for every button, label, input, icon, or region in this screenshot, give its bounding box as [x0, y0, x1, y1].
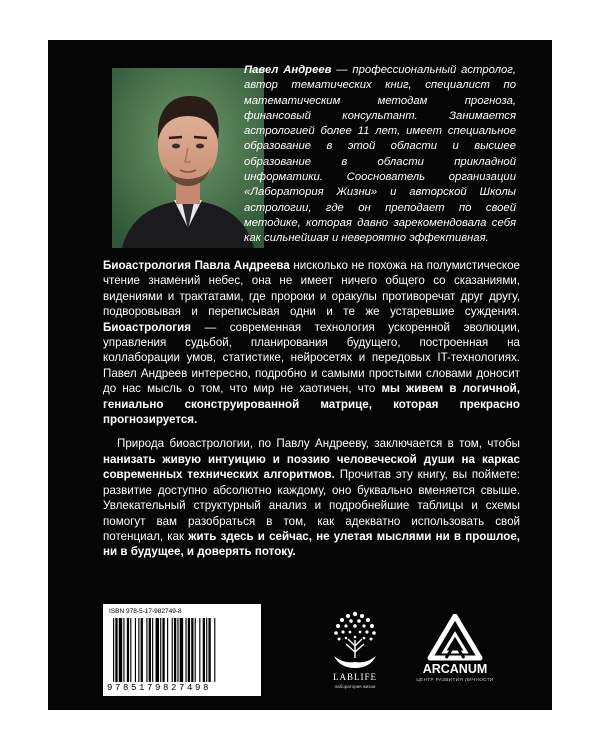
- barcode-bar: [167, 618, 168, 682]
- arcanum-logo: [410, 614, 500, 704]
- barcode-bar: [162, 618, 164, 682]
- arcanum-subtitle: ЦЕНТР РАЗВИТИЯ ЛИЧНОСТИ: [416, 677, 494, 682]
- barcode-bar: [214, 618, 215, 682]
- author-portrait-image: [112, 68, 264, 248]
- paragraph-1-text-c: — современная технология ускоренной эволюции, управления судьбой, планирования будущего, построенная на коллаборации умов, статистике, нейросетях и передовых IT-технологиях. Павел Андреев интересно, подробно и самыми простыми словами доносит до нас мысль о том, что мир не хаотичен, что: [103, 320, 520, 396]
- description-paragraph-2: [103, 436, 520, 559]
- barcode-bar: [138, 618, 139, 682]
- barcode-bar: [177, 618, 178, 682]
- barcode-bar: [199, 618, 200, 682]
- barcode-bar: [188, 618, 190, 682]
- paragraph-1-bold-b: Биоастрология: [103, 320, 192, 334]
- arcanum-name: ARCANUM: [422, 662, 488, 676]
- barcode-image: [113, 618, 251, 682]
- barcode-bar: [141, 618, 143, 682]
- barcode-bar: [180, 618, 183, 682]
- barcode-bar: [149, 618, 151, 682]
- isbn-label: ISBN 978-5-17-982749-8: [109, 608, 182, 615]
- paragraph-1-text-a: нисколько не похожа на полумистическое чтение знамений небес, она не имеет ничего общего со сказаниями, видениями и трактатами, где пророки и оракулы противоречат друг другу, подворовывая и переписывая одни и те же устаревшие суждения.: [103, 259, 520, 319]
- barcode-bar: [119, 618, 122, 682]
- lablife-subtitle: лаборатория жизни: [334, 684, 376, 689]
- barcode-bar: [152, 618, 153, 682]
- barcode-bar: [146, 618, 147, 682]
- paragraph-2-bold-d: жить здесь и сейчас, не улетая мыслями ни в прошлое, ни в будущее, и доверять потоку.: [103, 529, 520, 559]
- barcode-bar: [206, 618, 207, 682]
- paragraph-2-bold-b: нанизать живую интуицию и поэзию человеческой души на каркас современных технических алгоритмов.: [103, 452, 520, 482]
- barcode-bar: [127, 618, 129, 682]
- author-photo: [112, 68, 264, 248]
- author-name: Павел Андреев: [244, 64, 332, 76]
- book-title-lead: Биоастрология Павла Андреева: [103, 259, 290, 272]
- barcode-bar: [115, 618, 117, 682]
- book-back-cover: [48, 40, 552, 710]
- barcode-bar: [113, 618, 114, 682]
- barcode-bar: [185, 618, 186, 682]
- barcode-bar: [191, 618, 193, 682]
- lablife-tree-icon: [320, 606, 390, 672]
- lablife-logo: [320, 606, 390, 701]
- paragraph-2-text-a: Природа биоастрологии, по Павлу Андрееву, заключается в том, чтобы: [117, 437, 520, 451]
- barcode-bar: [174, 618, 176, 682]
- author-bio-text: — профессиональный астролог, автор тематических книг, специалист по математическим методам прогноза, финансовый консультант. Занимается астрологией более 11 лет, имеет специальное образование в этой области и высшее образование в области прикладной информатики. Сооснователь организации «Лаборатория Жизни» и авторской Школы астрологии, где он преподает по своей методике, которая давно зарекомендовала себя как сильнейшая и невероятно эффективная.: [244, 64, 516, 245]
- barcode-bar: [130, 618, 131, 682]
- lablife-name: LABLIFE: [333, 672, 377, 682]
- arcanum-triangle-icon: [410, 614, 500, 662]
- author-bio: [244, 63, 516, 247]
- barcode-bar: [156, 618, 159, 682]
- description-paragraph-1: [103, 258, 520, 427]
- barcode-bar: [195, 618, 196, 682]
- barcode-bar: [123, 618, 124, 682]
- barcode-bar: [135, 618, 136, 682]
- barcode-bar: [160, 618, 161, 682]
- paragraph-2-text-c: Прочитав эту книгу, вы поймете: развитие доступно абсолютно каждому, оно буквально вменяется свыше. Увлекательный структурный анализ и подробнейшие таблицы и схемы помогут вам разобраться в том, как адекватно использовать свой потенциал, как: [103, 468, 520, 543]
- barcode-digits: 9785179827498: [107, 683, 212, 693]
- barcode-bar: [203, 618, 205, 682]
- description: [103, 258, 520, 569]
- barcode-bar: [172, 618, 173, 682]
- paragraph-1-bold-d: мы живем в логичной, гениально сконструированной матрице, которая прекрасно прогнозируется.: [103, 382, 521, 427]
- barcode-bar: [208, 618, 210, 682]
- barcode-block: [103, 604, 261, 696]
